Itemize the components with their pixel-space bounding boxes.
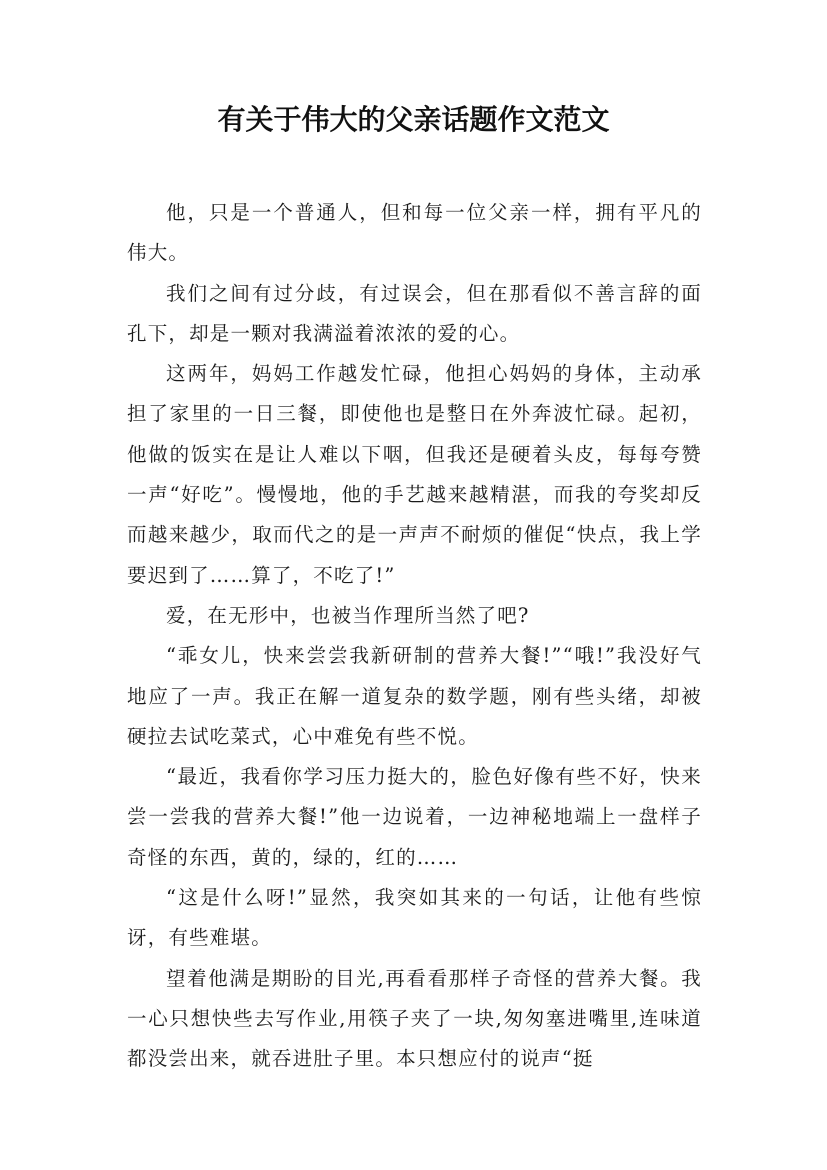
paragraph: “最近，我看你学习压力挺大的，脸色好像有些不好，快来尝一尝我的营养大餐!”他一边说着，一边神秘地端上一盘样子奇怪的东西，黄的，绿的，红的…… [127, 765, 702, 869]
paragraph: 他，只是一个普通人，但和每一位父亲一样，拥有平凡的伟大。 [127, 201, 702, 265]
paragraph: 我们之间有过分歧，有过误会，但在那看似不善言辞的面孔下，却是一颗对我满溢着浓浓的爱的心。 [127, 281, 702, 345]
paragraph: “这是什么呀!”显然，我突如其来的一句话，让他有些惊讶，有些难堪。 [127, 886, 702, 950]
paragraph: “乖女儿，快来尝尝我新研制的营养大餐!”“哦!”我没好气地应了一声。我正在解一道复杂的数学题，刚有些头绪，却被硬拉去试吃菜式，心中难免有些不悦。 [127, 644, 702, 748]
document-body [127, 193, 702, 1080]
paragraph: 爱，在无形中，也被当作理所当然了吧? [166, 603, 530, 627]
paragraph: 望着他满是期盼的目光,再看看那样子奇怪的营养大餐。我一心只想快些去写作业,用筷子夹了一块,匆匆塞进嘴里,连味道都没尝出来，就吞进肚子里。本只想应付的说声“挺 [127, 966, 702, 1071]
paragraph: 这两年，妈妈工作越发忙碌，他担心妈妈的身体，主动承担了家里的一日三餐，即使他也是整日在外奔波忙碌。起初，他做的饭实在是让人难以下咽，但我还是硬着头皮，每每夸赞一声“好吃”。慢慢地，他的手艺越来越精湛，而我的夸奖却反而越来越少，取而代之的是一声声不耐烦的催促“快点，我上学要迟到了……算了，不吃了!” [127, 362, 702, 587]
document-title: 有关于伟大的父亲话题作文范文 [217, 103, 610, 136]
